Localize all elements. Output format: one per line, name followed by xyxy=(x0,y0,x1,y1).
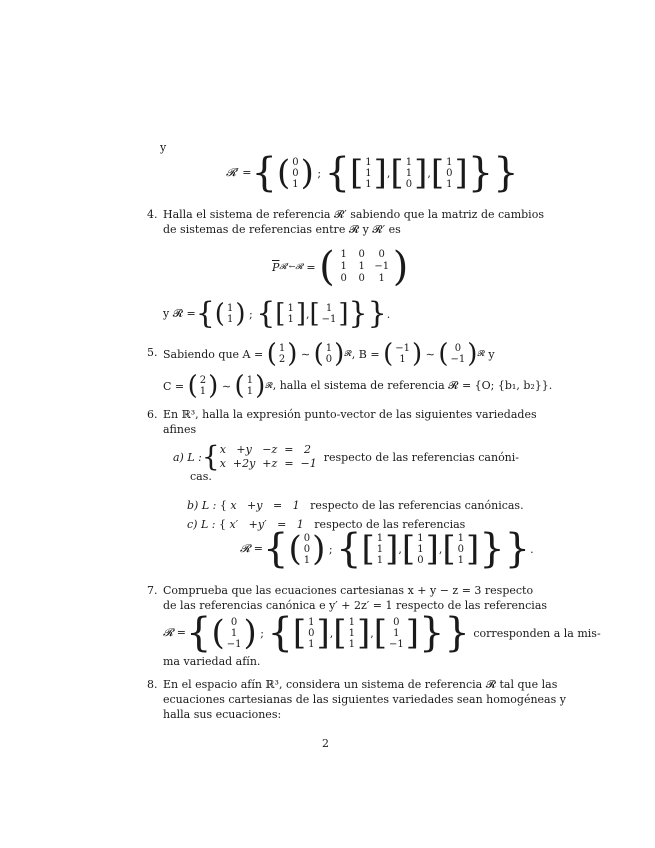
item-8-line2: ecuaciones cartesianas de las siguientes variedades sean homogéneas y xyxy=(163,693,566,706)
matrix-entry: −1 xyxy=(374,261,390,272)
r-prime-definition: 𝓡′ = { ( 0 0 1 ) ; { [ 1 1 1 ] , [ 1 1 0 ] , [ 1 0 1 ] }} xyxy=(226,150,519,196)
intro-y: y xyxy=(160,141,167,154)
item-5-line1: Sabiendo que A = ( 1 2 ) ∼ ( 1 0 ) 𝓡 , B = ( −1 1 ) ∼ ( 0 −1 ) 𝓡 y xyxy=(163,339,495,369)
r-prime-label: 𝓡′ = xyxy=(226,166,252,179)
item-4-number: 4. xyxy=(147,208,158,221)
item-7-line1: Comprueba que las ecuaciones cartesianas x + y − z = 3 respecto xyxy=(163,584,534,597)
item-8-line1: En el espacio afín ℝ³, considera un sistema de referencia 𝓡 tal que las xyxy=(163,678,558,691)
matrix-entry: 1 xyxy=(340,249,347,260)
item-6-number: 6. xyxy=(147,408,158,421)
item-6c-reference: 𝓡 = { ( 0 0 1 ) ; { [ 1 1 1 ] , [ 1 1 0 ] , [ 1 0 1 ] }} . xyxy=(240,526,534,572)
matrix-entry: 0 xyxy=(340,273,347,284)
matrix-entries xyxy=(335,249,393,285)
item-6-line1: En ℝ³, halla la expresión punto-vector de las siguientes variedades xyxy=(163,408,537,421)
item-4-reference: y 𝓡 = { ( 1 1 ) ; { [ 1 1 ] , [ 1 −1 ] }} . xyxy=(163,296,391,331)
item-8-number: 8. xyxy=(147,678,158,691)
matrix-entry: 1 xyxy=(358,261,365,272)
item-7-number: 7. xyxy=(147,584,158,597)
matrix-entry: 1 xyxy=(340,261,347,272)
matrix-entry: 1 xyxy=(378,273,385,284)
item-6-line2: afines xyxy=(163,423,197,436)
item-5-line2: C = ( 2 1 ) ∼ ( 1 1 ) 𝓡 , halla el sistema de referencia 𝓡 = {O; {b₁, b₂}}. xyxy=(163,371,553,401)
matrix-entry: 0 xyxy=(378,249,385,260)
item-6a-tail: cas. xyxy=(190,470,212,483)
item-7-line4: ma variedad afín. xyxy=(163,655,261,668)
item-4-line1: Halla el sistema de referencia 𝓡′ sabiendo que la matriz de cambios xyxy=(163,208,544,221)
matrix-entry: 0 xyxy=(358,249,365,260)
item-7-reference: 𝓡 = { ( 0 1 −1 ) ; { [ 1 0 1 ] , [ 1 1 1 ] , [ 0 1 −1 ] }} corresponden a la mis- xyxy=(163,610,601,656)
item-6a: a) L : { x +y −z = 2 x +2y +z = −1 respecto de las referencias canóni- xyxy=(173,440,520,473)
change-matrix: $\overline{P}$ 𝓡′←𝓡 = ( 1 0 0 1 1 −1 0 0 1 ) xyxy=(272,244,409,290)
item-8-line3: halla sus ecuaciones: xyxy=(163,708,282,721)
item-4-line2: de sistemas de referencias entre 𝓡 y 𝓡′ es xyxy=(163,223,401,236)
item-6b: b) L : { x +y = 1 respecto de las referencias canónicas. xyxy=(187,499,524,512)
item-6c: c) L : { x′ +y′ = 1 respecto de las referencias xyxy=(187,518,466,531)
page-number: 2 xyxy=(322,737,329,750)
item-5-number: 5. xyxy=(147,346,158,359)
item-7-line2: de las referencias canónica e y′ + 2z′ = 1 respecto de las referencias xyxy=(163,599,548,612)
matrix-entry: 0 xyxy=(358,273,365,284)
